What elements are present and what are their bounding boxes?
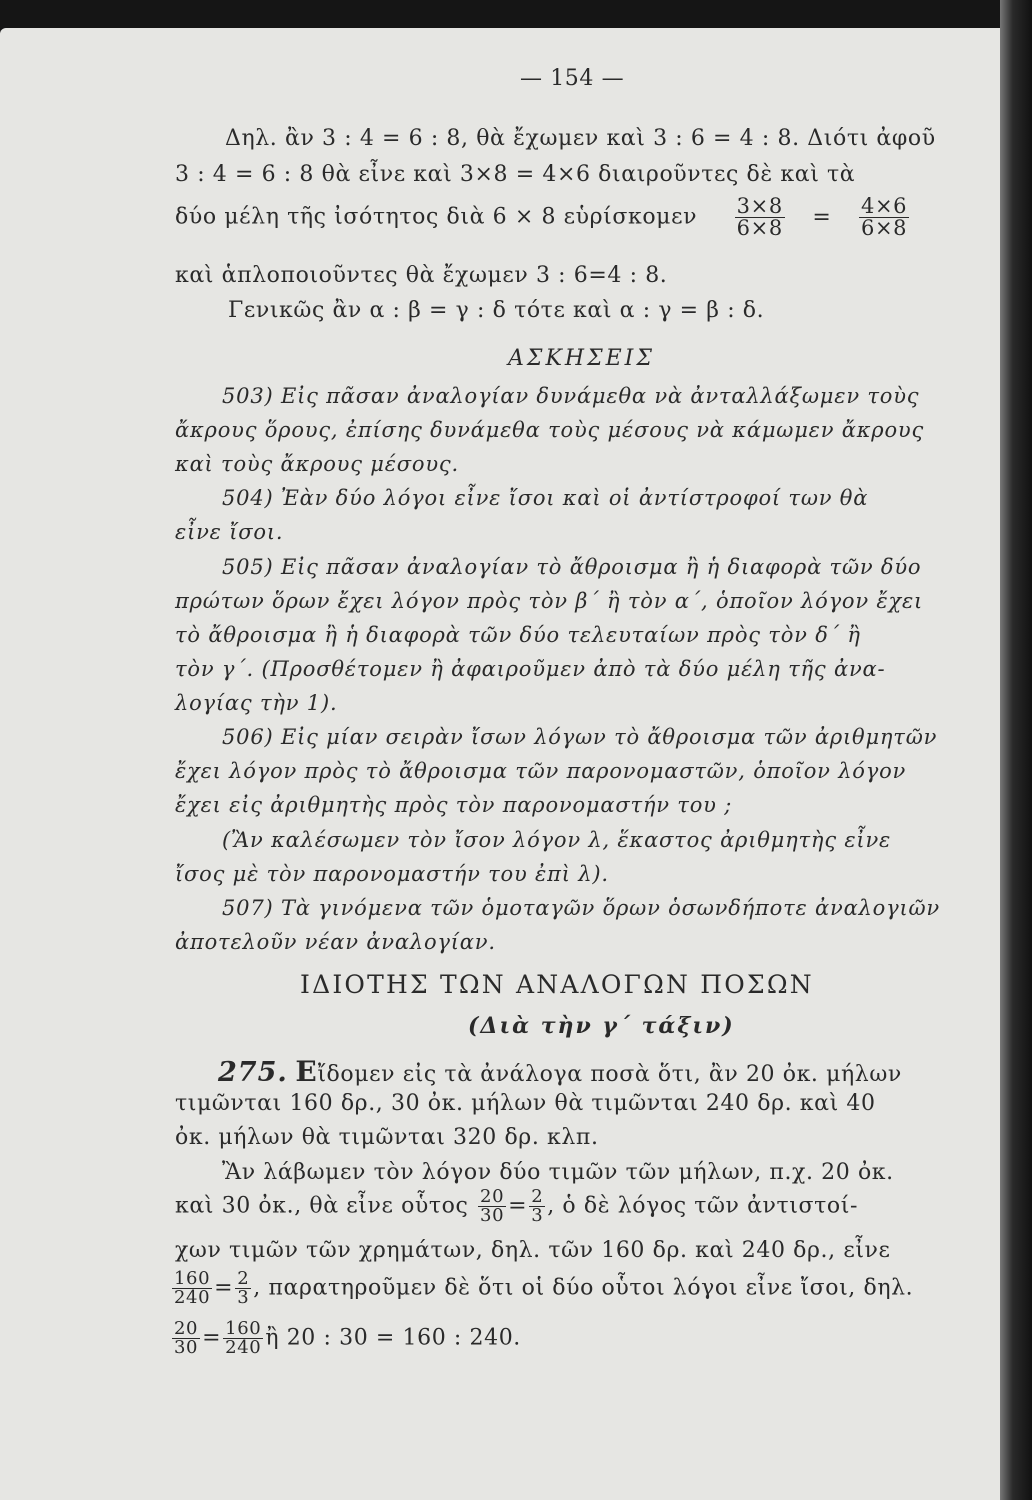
fraction-20-30: $\frac{20}{30}$ — [480, 1186, 505, 1226]
intro-line-1: Δηλ. ἂν 3 : 4 = 6 : 8, θὰ ἔχωμεν καὶ 3 : 6 = 4 : 8. Διότι ἀφοῦ — [225, 126, 936, 151]
fraction-160-240: $\frac{160}{240}$ — [174, 1268, 211, 1308]
paragraph-275-line-4: Ἂν λάβωμεν τὸν λόγον δύο τιμῶν τῶν μήλων, π.χ. 20 ὀκ. — [222, 1160, 894, 1185]
book-page — [0, 28, 1018, 1500]
intro-line-3-text: δύο μέλη τῆς ἰσότητος διὰ 6 × 8 εὑρίσκομεν — [175, 204, 698, 230]
page-number: — 154 — — [520, 66, 625, 91]
exercise-505-line-1: 505) Εἰς πᾶσαν ἀναλογίαν τὸ ἄθροισμα ἢ ἡ διαφορὰ τῶν δύο — [222, 555, 922, 579]
intro-line-3 — [175, 196, 911, 239]
fraction-160-240-b: $\frac{160}{240}$ — [225, 1318, 262, 1358]
paragraph-275-line-8: $\frac{20}{30}$ = $\frac{160}{240}$ ἢ 20 : 30 = 160 : 240. — [174, 1318, 521, 1358]
exercise-503-line-1: 503) Εἰς πᾶσαν ἀναλογίαν δυνάμεθα νὰ ἀνταλλάξωμεν τοὺς — [222, 384, 920, 408]
fraction-20-30-b: $\frac{20}{30}$ — [174, 1318, 199, 1358]
exercise-505-line-2: πρώτων ὅρων ἔχει λόγον πρὸς τὸν β΄ ἢ τὸν α΄, ὁποῖον λόγον ἔχει — [175, 589, 924, 613]
exercise-507-line-2: ἀποτελοῦν νέαν ἀναλογίαν. — [175, 930, 496, 954]
equals-sign: = — [812, 204, 832, 230]
exercise-506-line-5: ἴσος μὲ τὸν παρονομαστήν του ἐπὶ λ). — [175, 862, 609, 886]
scan-right-edge — [1000, 0, 1032, 1500]
paragraph-275-line-7: $\frac{160}{240}$ = $\frac{2}{3}$ , παρατηροῦμεν δὲ ὅτι οἱ δύο οὗτοι λόγοι εἶνε ἴσοι, δηλ. — [174, 1268, 914, 1308]
intro-line-4: καὶ ἁπλοποιοῦντες θὰ ἔχωμεν 3 : 6=4 : 8. — [175, 263, 668, 288]
paragraph-number: 275. — [218, 1057, 288, 1088]
exercise-505-line-5: λογίας τὴν 1). — [175, 691, 338, 715]
drop-cap: Ε — [295, 1055, 318, 1088]
exercise-506-line-4: (Ἂν καλέσωμεν τὸν ἴσον λόγον λ, ἕκαστος ἀριθμητὴς εἶνε — [222, 828, 892, 852]
paragraph-275-line-1 — [218, 1055, 902, 1088]
exercise-503-line-2: ἄκρους ὅρους, ἐπίσης δυνάμεθα τοὺς μέσους νὰ κάμωμεν ἄκρους — [175, 418, 925, 442]
paragraph-275-line-2: τιμῶνται 160 δρ., 30 ὀκ. μήλων θὰ τιμῶνται 240 δρ. καὶ 40 — [175, 1091, 876, 1116]
exercise-504-line-2: εἶνε ἴσοι. — [175, 520, 284, 544]
intro-line-5: Γενικῶς ἂν α : β = γ : δ τότε καὶ α : γ = β : δ. — [228, 298, 765, 323]
exercise-507-line-1: 507) Τὰ γινόμενα τῶν ὁμοταγῶν ὅρων ὁσωνδήποτε ἀναλογιῶν — [222, 896, 940, 920]
exercise-506-line-2: ἔχει λόγον πρὸς τὸ ἄθροισμα τῶν παρονομαστῶν, ὁποῖον λόγον — [175, 759, 907, 783]
exercise-505-line-3: τὸ ἄθροισμα ἢ ἡ διαφορὰ τῶν δύο τελευταίων πρὸς τὸν δ΄ ἢ — [175, 623, 861, 647]
exercise-506-line-3: ἔχει εἰς ἀριθμητὴς πρὸς τὸν παρονομαστήν του ; — [175, 793, 733, 817]
fraction-1: $\frac{3\times 8}{6\times 8}$ — [736, 194, 783, 240]
exercises-heading: ΑΣΚΗΣΕΙΣ — [508, 346, 655, 371]
paragraph-275-text-1: ἴδομεν εἰς τὰ ἀνάλογα ποσὰ ὅτι, ἂν 20 ὀκ. μήλων — [317, 1062, 902, 1087]
fraction-2-3-b: $\frac{2}{3}$ — [237, 1268, 250, 1308]
exercise-506-line-1: 506) Εἰς μίαν σειρὰν ἴσων λόγων τὸ ἄθροισμα τῶν ἀριθμητῶν — [222, 725, 938, 749]
section-subtitle: (Διὰ τὴν γ΄ τάξιν) — [468, 1013, 735, 1039]
intro-line-2: 3 : 4 = 6 : 8 θὰ εἶνε καὶ 3×8 = 4×6 διαιροῦντες δὲ καὶ τὰ — [175, 162, 856, 187]
paragraph-275-line-3: ὀκ. μήλων θὰ τιμῶνται 320 δρ. κλπ. — [175, 1125, 599, 1150]
exercise-503-line-3: καὶ τοὺς ἄκρους μέσους. — [175, 452, 459, 476]
exercise-505-line-4: τὸν γ΄. (Προσθέτομεν ἢ ἀφαιροῦμεν ἀπὸ τὰ δύο μέλη τῆς ἀνα- — [175, 657, 886, 681]
scan-top-border — [0, 0, 1032, 30]
section-title: ΙΔΙΟΤΗΣ ΤΩΝ ΑΝΑΛΟΓΩΝ ΠΟΣΩΝ — [300, 970, 814, 999]
paragraph-275-line-5: καὶ 30 ὀκ., θὰ εἶνε οὗτος $\frac{20}{30}$ = $\frac{2}{3}$ , ὁ δὲ λόγος τῶν ἀντιστοί- — [175, 1186, 859, 1226]
exercise-504-line-1: 504) Ἐὰν δύο λόγοι εἶνε ἴσοι καὶ οἱ ἀντίστροφοί των θὰ — [222, 486, 869, 510]
paragraph-275-line-6: χων τιμῶν τῶν χρημάτων, δηλ. τῶν 160 δρ. καὶ 240 δρ., εἶνε — [175, 1238, 891, 1263]
fraction-2: $\frac{4\times 6}{6\times 8}$ — [861, 194, 908, 240]
fraction-2-3: $\frac{2}{3}$ — [531, 1186, 544, 1226]
